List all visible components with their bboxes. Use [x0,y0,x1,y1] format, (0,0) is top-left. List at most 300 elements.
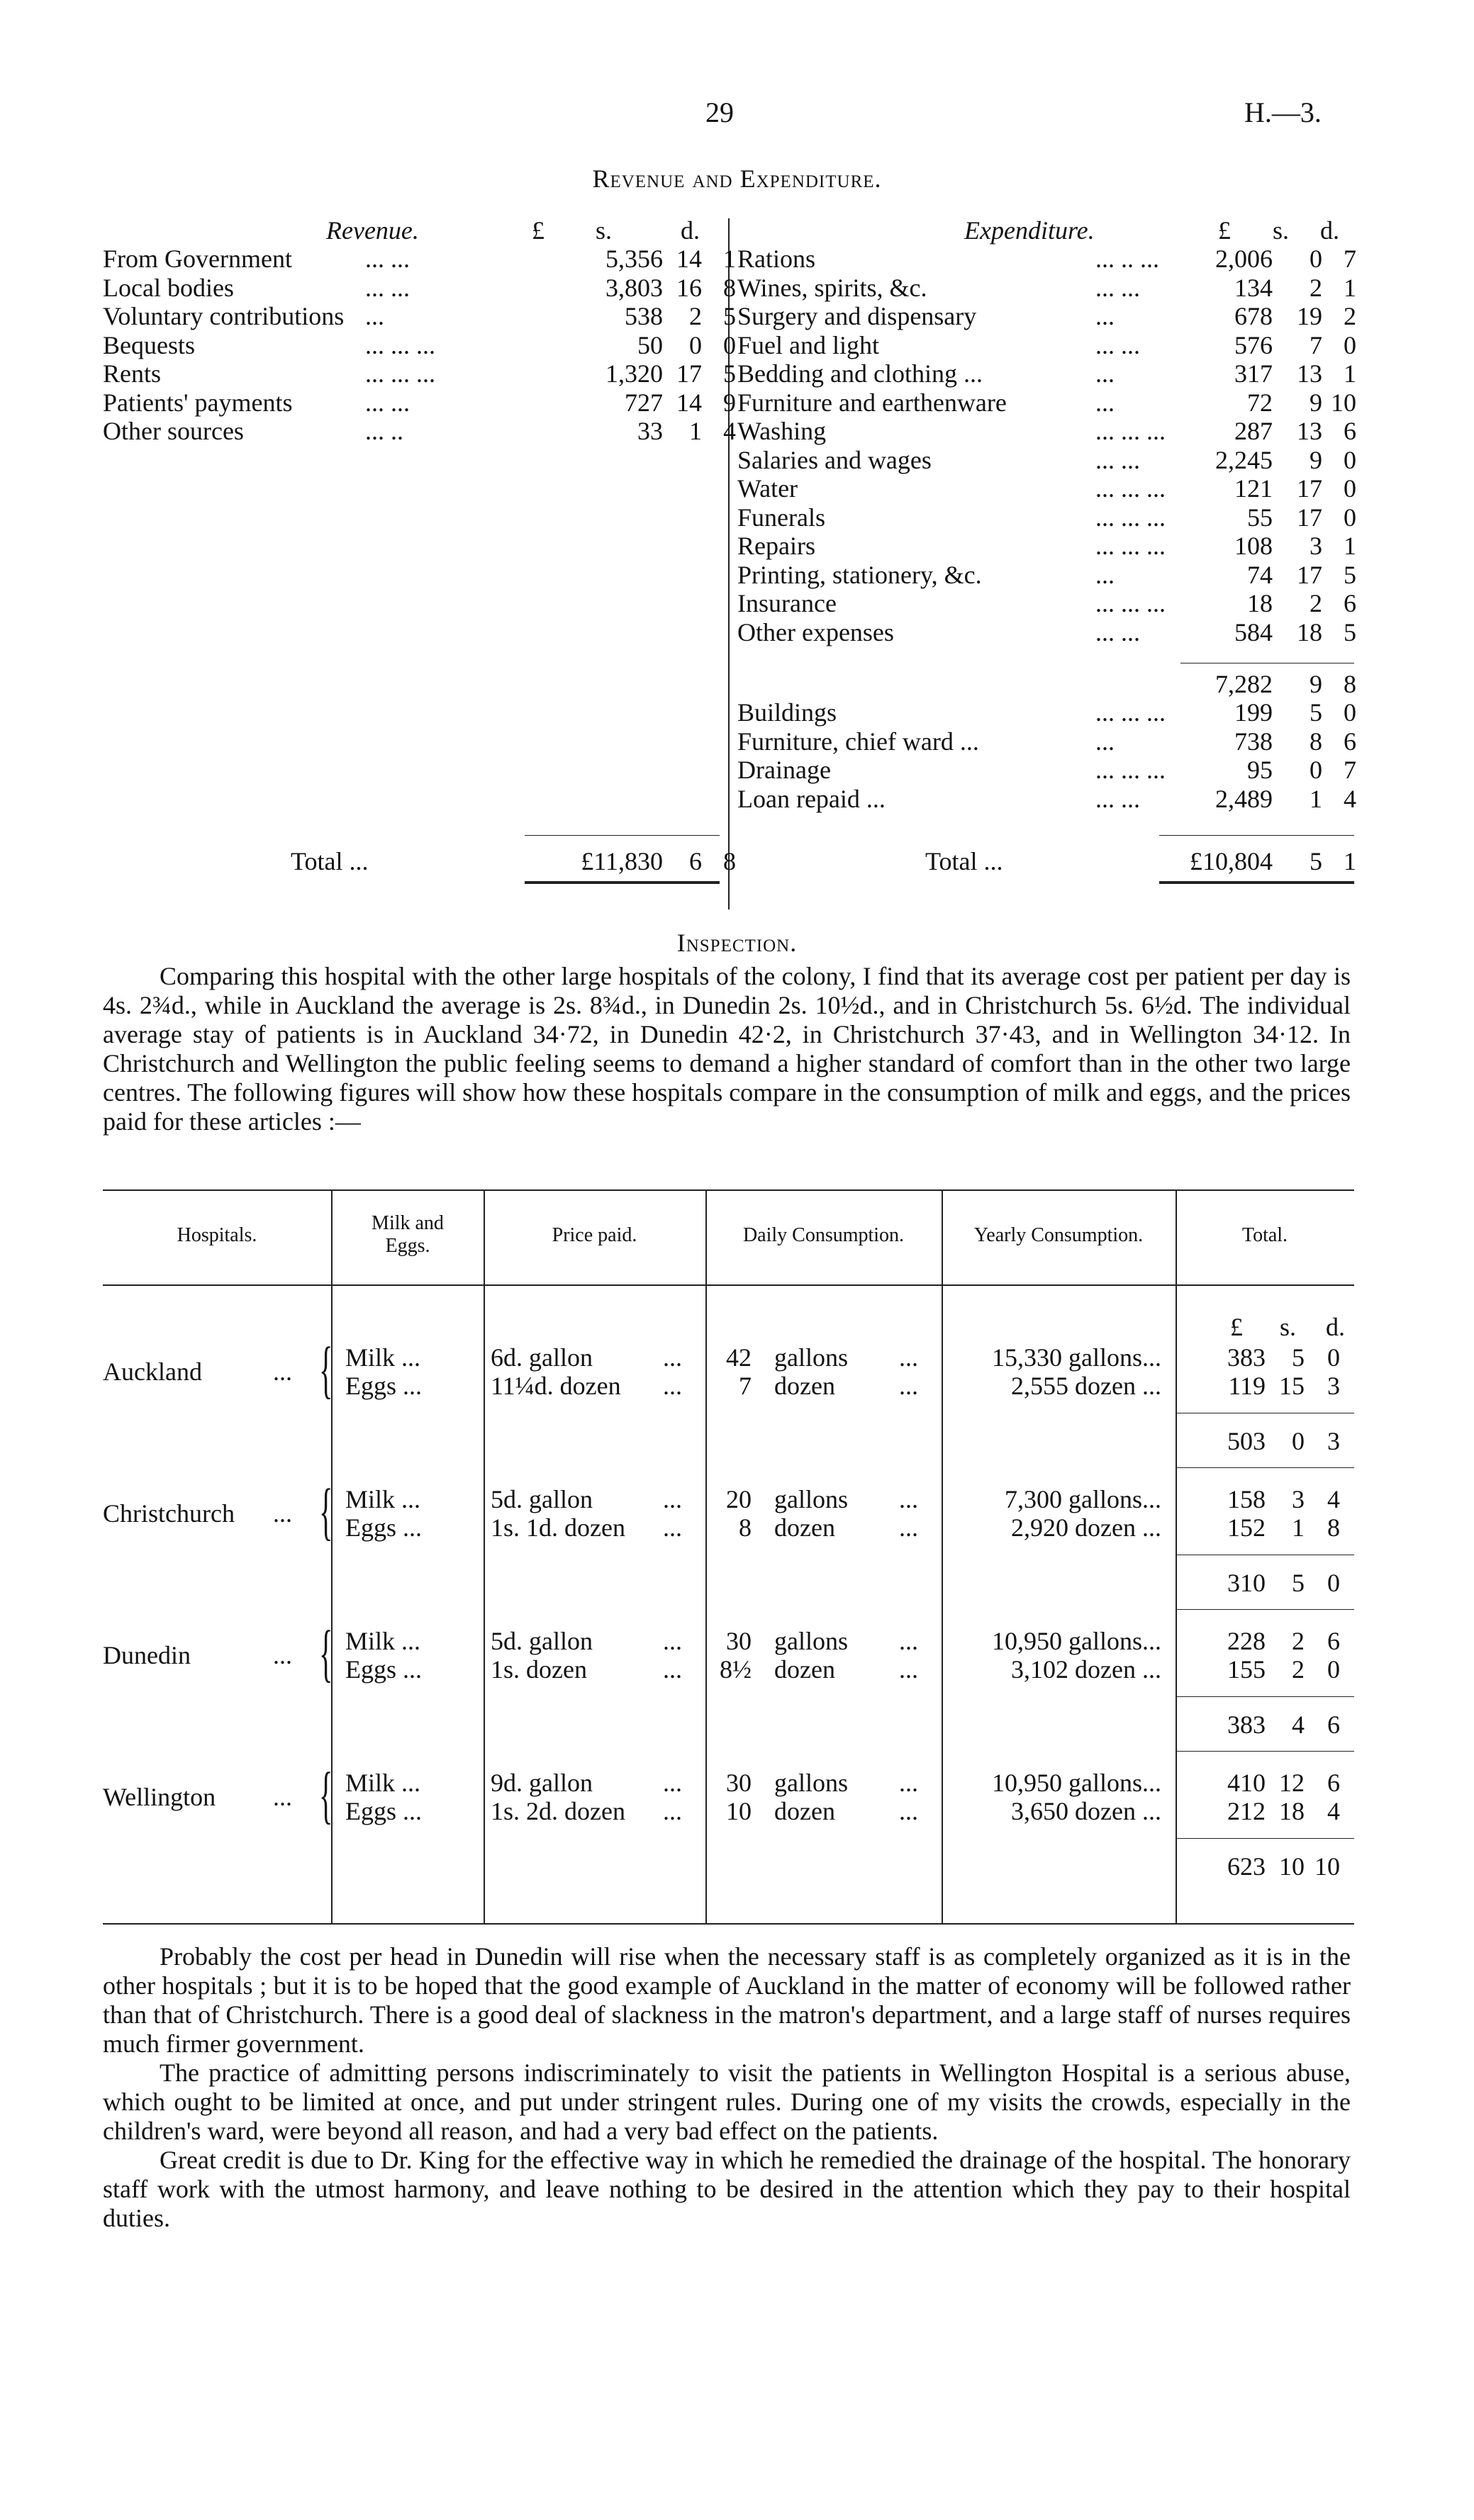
price-paid: 9d. gallon [491,1769,593,1797]
ledger-pounds: 55 [1247,503,1273,532]
ledger-dots: ... ... [365,388,410,417]
ledger-pounds: 74 [1247,560,1273,589]
item-name: Milk ... [345,1343,421,1372]
yearly-consumption: 3,650 dozen ... [1011,1797,1161,1825]
revenue-total-rule-bottom [525,881,720,884]
total-rule-bottom [1176,1609,1354,1610]
ledger-dots: ... [1095,388,1115,417]
hospital-dots: ... [273,1499,292,1528]
ledger-pence: 0 [723,330,736,359]
ledger-label: Insurance [737,589,837,617]
ledger-row [737,756,1354,785]
ledger-pence: 1 [1344,273,1356,302]
hospital-total-shillings: 10 [1279,1852,1305,1881]
ledger-pence: 4 [1344,784,1356,813]
ledger-label: Local bodies [103,273,234,302]
col-header-hospitals: Hospitals. [177,1224,257,1246]
expenditure-total-label: Total ... [925,847,1003,875]
price-dots: ... [663,1655,682,1684]
cost-shillings: 2 [1292,1655,1305,1684]
cost-pence: 6 [1327,1627,1340,1655]
price-paid: 6d. gallon [491,1343,593,1372]
ledger-pence: 5 [1344,617,1356,646]
cost-pounds: 410 [1227,1769,1266,1797]
ledger-row [737,698,1354,727]
hospital-total-shillings: 5 [1292,1569,1305,1597]
daily-amount: 42 [726,1343,752,1372]
ledger-pounds: 199 [1234,698,1273,727]
expenditure-pound-header: £ [1218,216,1231,245]
ledger-dots: ... ... [365,245,410,273]
ledger-dots: ... ... ... [1095,503,1166,532]
daily-unit: gallons [774,1343,848,1372]
expenditure-shilling-header: s. [1273,216,1290,245]
ledger-dots: ... ... [1095,445,1140,474]
ledger-label: Voluntary contributions [103,302,345,330]
daily-dots: ... [899,1797,918,1825]
expenditure-list [737,245,1354,646]
col-divider-2 [484,1189,485,1923]
ledger-row [737,446,1354,475]
brace-glyph: { [319,1477,333,1547]
revenue-list [103,245,736,446]
ledger-pence: 0 [1344,445,1356,474]
ledger-row [103,417,736,446]
total-rule-top [1176,1838,1354,1839]
ledger-pence: 1 [723,245,736,273]
hospital-total-shillings: 0 [1292,1427,1305,1455]
ledger-dots: ... ... ... [1095,532,1166,560]
ledger-label: Other sources [103,417,244,445]
hospital-name: Wellington [103,1783,216,1811]
price-dots: ... [663,1343,682,1372]
price-paid: 5d. gallon [491,1627,593,1655]
ledger-pounds: 287 [1234,417,1273,445]
ledger-shillings: 17 [1297,560,1322,589]
ledger-label: From Government [103,245,292,273]
page-number: 29 [705,96,734,128]
ledger-row [103,273,736,303]
item-name: Eggs ... [345,1372,422,1400]
ledger-pounds: 95 [1247,756,1273,784]
hospital-total-pounds: 383 [1227,1710,1266,1739]
cost-pounds: 228 [1227,1627,1266,1655]
daily-unit: dozen [774,1797,835,1825]
item-name: Milk ... [345,1769,421,1797]
hospital-dots: ... [273,1641,292,1669]
ledger-pounds: 50 [637,330,663,359]
cost-pence: 4 [1327,1485,1340,1513]
ledger-row [737,618,1354,647]
ledger-pence: 1 [1344,359,1356,388]
ledger-pence: 6 [1344,589,1356,617]
daily-amount: 20 [726,1485,752,1513]
price-paid: 5d. gallon [491,1485,593,1513]
daily-unit: dozen [774,1513,835,1542]
ledger-row [737,561,1354,590]
ledger-label: Rations [737,245,816,273]
cost-shillings: 15 [1279,1372,1305,1400]
cost-pence: 0 [1327,1343,1340,1372]
ledger-shillings: 13 [1297,359,1322,388]
col-header-milk-eggs: Milk and Eggs. [372,1212,444,1257]
ledger-shillings: 9 [1310,445,1322,474]
ledger-shillings: 17 [1297,474,1322,503]
cost-shillings: 18 [1279,1797,1305,1825]
hospital-name: Christchurch [103,1499,235,1528]
ledger-dots: ... ... ... [1095,417,1166,445]
ledger-dots: ... ... ... [365,359,435,388]
daily-dots: ... [899,1769,918,1797]
ledger-pence: 7 [1344,756,1356,784]
daily-amount: 30 [726,1627,752,1655]
ledger-shillings: 8 [1310,727,1322,756]
ledger-shillings: 18 [1297,617,1322,646]
ledger-label: Patients' payments [103,388,293,417]
ledger-row [737,274,1354,303]
revenue-total-rule-top [525,835,720,836]
ledger-shillings: 3 [1310,532,1322,560]
ledger-pence: 6 [1344,417,1356,445]
ledger-pounds: 584 [1234,617,1273,646]
table-top-rule [103,1189,1354,1191]
expenditure-total-rule-top [1159,835,1354,836]
ledger-row [737,417,1354,446]
ledger-shillings: 0 [689,330,702,359]
daily-dots: ... [899,1627,918,1655]
ledger-pounds: 72 [1247,388,1273,417]
expenditure-pence-header: d. [1320,216,1339,245]
ledger-label: Rents [103,359,162,388]
ledger-shillings: 14 [676,245,702,273]
ledger-dots: ... [1095,560,1115,589]
price-paid: 11¼d. dozen [491,1372,621,1400]
hospital-total-pounds: 503 [1227,1427,1266,1455]
ledger-dots: ... ... [1095,617,1140,646]
yearly-consumption: 15,330 gallons... [992,1343,1161,1372]
table-bottom-rule [103,1923,1354,1925]
cost-pounds: 212 [1227,1797,1266,1825]
hospital-total-pence: 3 [1327,1427,1340,1455]
daily-amount: 7 [739,1372,752,1400]
inspection-paragraph: Comparing this hospital with the other large hospitals of the colony, I find that its average cost per patient per day is 4s. 2¾d., while in Auckland the average is 2s. 8¾d., in Dunedin 2s. 10½d., and in Christchurch 5s. 6½d. The individual average stay of patients is in Auckland 34·72, in Dunedin 42·2, in Christchurch 37·43, and in Wellington 34·12. In Christchurch and Wellington the public feeling seems to demand a higher standard of comfort than in the other two large centres. The following figures will show how these hospitals compare in the consumption of milk and eggs, and the prices paid for these articles :— [103,962,1351,1136]
expenditure-total-rule-bottom [1159,881,1354,884]
ledger-row [737,503,1354,532]
ledger-dots: ... [1095,359,1115,388]
cost-shillings: 1 [1292,1513,1305,1542]
price-paid: 1s. 1d. dozen [491,1513,625,1542]
daily-dots: ... [899,1372,918,1400]
daily-dots: ... [899,1513,918,1542]
ledger-pounds: 5,356 [605,245,663,273]
item-name: Eggs ... [345,1655,422,1684]
rev-exp-title: Revenue and Expenditure. [592,164,882,193]
ledger-pence: 0 [1344,474,1356,503]
ledger-dots: ... ... ... [365,330,435,359]
hospital-name: Auckland [103,1357,202,1386]
ledger-pence: 10 [1331,388,1356,417]
cost-pounds: 383 [1227,1343,1266,1372]
ledger-label: Wines, spirits, &c. [737,273,927,302]
cost-pence: 4 [1327,1797,1340,1825]
expenditure-heading: Expenditure. [964,216,1095,245]
revenue-shilling-header: s. [596,216,613,245]
col-divider-3 [705,1189,707,1923]
ledger-pence: 1 [1344,532,1356,560]
price-dots: ... [663,1769,682,1797]
price-dots: ... [663,1797,682,1825]
yearly-consumption: 2,555 dozen ... [1011,1372,1161,1400]
ledger-pence: 0 [1344,698,1356,727]
ledger-label: Water [737,474,798,503]
ledger-label: Furniture, chief ward ... [737,727,979,756]
hospital-total-pence: 6 [1327,1710,1340,1739]
hospital-name: Dunedin [103,1641,191,1669]
table-shilling-header: s. [1280,1313,1297,1341]
ledger-label: Furniture and earthenware [737,388,1007,417]
ledger-row [737,302,1354,331]
table-header-rule [103,1284,1354,1286]
ledger-dots: ... ... ... [1095,474,1166,503]
ledger-shillings: 7 [1310,330,1322,359]
brace-glyph: { [319,1618,333,1689]
cost-shillings: 5 [1292,1343,1305,1372]
hospital-dots: ... [273,1357,292,1386]
col-divider-5 [1176,1189,1177,1923]
ledger-pence: 7 [1344,245,1356,273]
ledger-pence: 0 [1344,330,1356,359]
cost-pounds: 158 [1227,1485,1266,1513]
yearly-consumption: 3,102 dozen ... [1011,1655,1161,1684]
price-dots: ... [663,1627,682,1655]
ledger-label: Salaries and wages [737,445,932,474]
daily-unit: gallons [774,1627,848,1655]
ledger-pence: 5 [1344,560,1356,589]
ledger-pence: 4 [723,417,736,445]
ledger-row [737,359,1354,388]
closing-paragraph-2: The practice of admitting persons indiscriminately to visit the patients in Wellington Hospital is a serious abuse, which ought to be limited at once, and put under stringent rules. During one of my visits the crowds, especially in the children's ward, were beyond all reason, and had a very bad effect on the patients. [103,2059,1351,2145]
daily-unit: gallons [774,1769,848,1797]
total-rule-top [1176,1696,1354,1697]
hospital-total-shillings: 4 [1292,1710,1305,1739]
cost-pence: 0 [1327,1655,1340,1684]
daily-unit: dozen [774,1655,835,1684]
cost-pounds: 152 [1227,1513,1266,1542]
brace-glyph: { [319,1760,333,1830]
daily-amount: 8½ [720,1655,752,1684]
ledger-pence: 8 [723,273,736,302]
ledger-row [737,532,1354,561]
cost-pounds: 119 [1228,1372,1266,1400]
ledger-row [737,388,1354,418]
ledger-shillings: 9 [1310,388,1322,417]
ledger-pence: 2 [1344,302,1356,330]
ledger-pounds: 3,803 [605,273,663,302]
ledger-label: Washing [737,417,827,445]
ledger-label: Loan repaid ... [737,784,886,813]
ledger-pounds: 727 [625,388,663,417]
daily-dots: ... [899,1655,918,1684]
ledger-row [103,245,736,274]
ledger-row [737,589,1354,618]
ledger-row [737,474,1354,503]
item-name: Eggs ... [345,1797,422,1825]
expenditure-extra-list [737,698,1354,813]
col-header-total: Total. [1241,1224,1288,1246]
daily-dots: ... [899,1485,918,1513]
ledger-label: Funerals [737,503,825,532]
ledger-shillings: 0 [1310,756,1322,784]
item-name: Milk ... [345,1627,421,1655]
item-name: Milk ... [345,1485,421,1513]
cost-pence: 8 [1327,1513,1340,1542]
revenue-pence-header: d. [681,216,700,245]
ledger-shillings: 5 [1310,698,1322,727]
col-header-price: Price paid. [552,1224,637,1246]
ledger-label: Surgery and dispensary [737,302,977,330]
ledger-pence: 5 [723,359,736,388]
ledger-shillings: 2 [689,302,702,330]
ledger-row [737,331,1354,360]
ledger-pounds: 2,489 [1215,784,1273,813]
price-paid: 1s. dozen [491,1655,587,1684]
daily-unit: dozen [774,1372,835,1400]
daily-unit: gallons [774,1485,848,1513]
ledger-dots: ... [1095,727,1115,756]
ledger-pounds: 2,006 [1215,245,1273,273]
ledger-row [737,727,1354,756]
hospital-total-pounds: 310 [1227,1569,1266,1597]
ledger-shillings: 2 [1310,273,1322,302]
closing-paragraph-3: Great credit is due to Dr. King for the effective way in which he remedied the drainage of the hospital. The honorary staff work with the utmost harmony, and leave nothing to be desired in the attention which they pay to their hospital duties. [103,2146,1351,2232]
price-paid: 1s. 2d. dozen [491,1797,625,1825]
daily-dots: ... [899,1343,918,1372]
daily-amount: 10 [726,1797,752,1825]
cost-pence: 3 [1327,1372,1340,1400]
ledger-label: Bedding and clothing ... [737,359,983,388]
cost-shillings: 12 [1279,1769,1305,1797]
ledger-shillings: 19 [1297,302,1322,330]
table-pound-header: £ [1230,1313,1243,1341]
yearly-consumption: 10,950 gallons... [992,1627,1161,1655]
ledger-dots: ... ... [1095,330,1140,359]
ledger-row [103,388,736,418]
document-code: H.—3. [1244,96,1322,128]
ledger-shillings: 1 [689,417,702,445]
closing-paragraphs [103,1942,1351,2233]
ledger-label: Repairs [737,532,815,560]
ledger-dots: ... ... [1095,273,1140,302]
ledger-dots: ... [1095,302,1115,330]
ledger-pounds: 2,245 [1215,445,1273,474]
daily-amount: 8 [739,1513,752,1542]
cost-shillings: 3 [1292,1485,1305,1513]
ledger-label: Fuel and light [737,330,879,359]
ledger-row [103,330,736,360]
hospital-total-pence: 0 [1327,1569,1340,1597]
hospital-total-pence: 10 [1314,1852,1340,1881]
ledger-shillings: 14 [676,388,702,417]
total-rule-bottom [1176,1467,1354,1468]
ledger-row [737,785,1354,814]
ledger-label: Drainage [737,756,831,784]
ledger-pence: 0 [1344,503,1356,532]
ledger-pence: 6 [1344,727,1356,756]
ledger-row [103,302,736,331]
ledger-label: Other expenses [737,617,894,646]
table-pence-header: d. [1326,1313,1345,1341]
yearly-consumption: 10,950 gallons... [992,1769,1161,1797]
ledger-dots: ... ... [365,273,410,302]
ledger-dots: ... ... ... [1095,698,1166,727]
ledger-shillings: 1 [1310,784,1322,813]
ledger-label: Printing, stationery, &c. [737,560,982,589]
ledger-shillings: 17 [676,359,702,388]
ledger-pounds: 134 [1234,273,1273,302]
total-rule-bottom [1176,1751,1354,1752]
ledger-pounds: 317 [1234,359,1273,388]
revenue-pound-header: £ [532,216,545,245]
price-dots: ... [663,1485,682,1513]
brace-glyph: { [319,1335,333,1405]
ledger-label: Buildings [737,698,837,727]
ledger-pounds: 678 [1234,302,1273,330]
yearly-consumption: 2,920 dozen ... [1011,1513,1161,1542]
hospital-dots: ... [273,1783,292,1811]
ledger-shillings: 2 [1310,589,1322,617]
cost-shillings: 2 [1292,1627,1305,1655]
col-header-yearly: Yearly Consumption. [973,1224,1144,1246]
ledger-pence: 5 [723,302,736,330]
ledger-shillings: 17 [1297,503,1322,532]
ledger-dots: ... ... ... [1095,589,1166,617]
ledger-shillings: 13 [1297,417,1322,445]
hospital-total-pounds: 623 [1227,1852,1266,1881]
ledger-pounds: 538 [625,302,663,330]
item-name: Eggs ... [345,1513,422,1542]
cost-pounds: 155 [1227,1655,1266,1684]
ledger-pounds: 33 [637,417,663,445]
price-dots: ... [663,1513,682,1542]
col-header-daily: Daily Consumption. [742,1224,905,1246]
ledger-dots: ... ... [1095,784,1140,813]
ledger-shillings: 0 [1310,245,1322,273]
ledger-pounds: 576 [1234,330,1273,359]
yearly-consumption: 7,300 gallons... [1005,1485,1161,1513]
ledger-pence: 9 [723,388,736,417]
ledger-dots: ... ... ... [1095,756,1166,784]
ledger-label: Bequests [103,330,195,359]
ledger-pounds: 18 [1247,589,1273,617]
daily-amount: 30 [726,1769,752,1797]
price-dots: ... [663,1372,682,1400]
inspection-title: Inspection. [676,929,798,957]
revenue-heading: Revenue. [326,216,419,245]
revenue-total-label: Total ... [291,847,369,875]
ledger-dots: ... [365,302,384,330]
ledger-pounds: 108 [1234,532,1273,560]
ledger-pounds: 1,320 [605,359,663,388]
ledger-row [737,245,1354,274]
closing-paragraph-1: Probably the cost per head in Dunedin will rise when the necessary staff is as completely organized as it is in the other hospitals ; but it is to be hoped that the good example of Auckland in the matter of economy will be followed rather than that of Christchurch. There is a good deal of slackness in the matron's department, and a large staff of nurses requires much firmer government. [103,1942,1351,2058]
ledger-row [103,359,736,388]
ledger-dots: ... .. ... [1095,245,1159,273]
ledger-pounds: 738 [1234,727,1273,756]
cost-pence: 6 [1327,1769,1340,1797]
ledger-shillings: 16 [676,273,702,302]
ledger-pounds: 121 [1234,474,1273,503]
ledger-dots: ... .. [365,417,403,445]
